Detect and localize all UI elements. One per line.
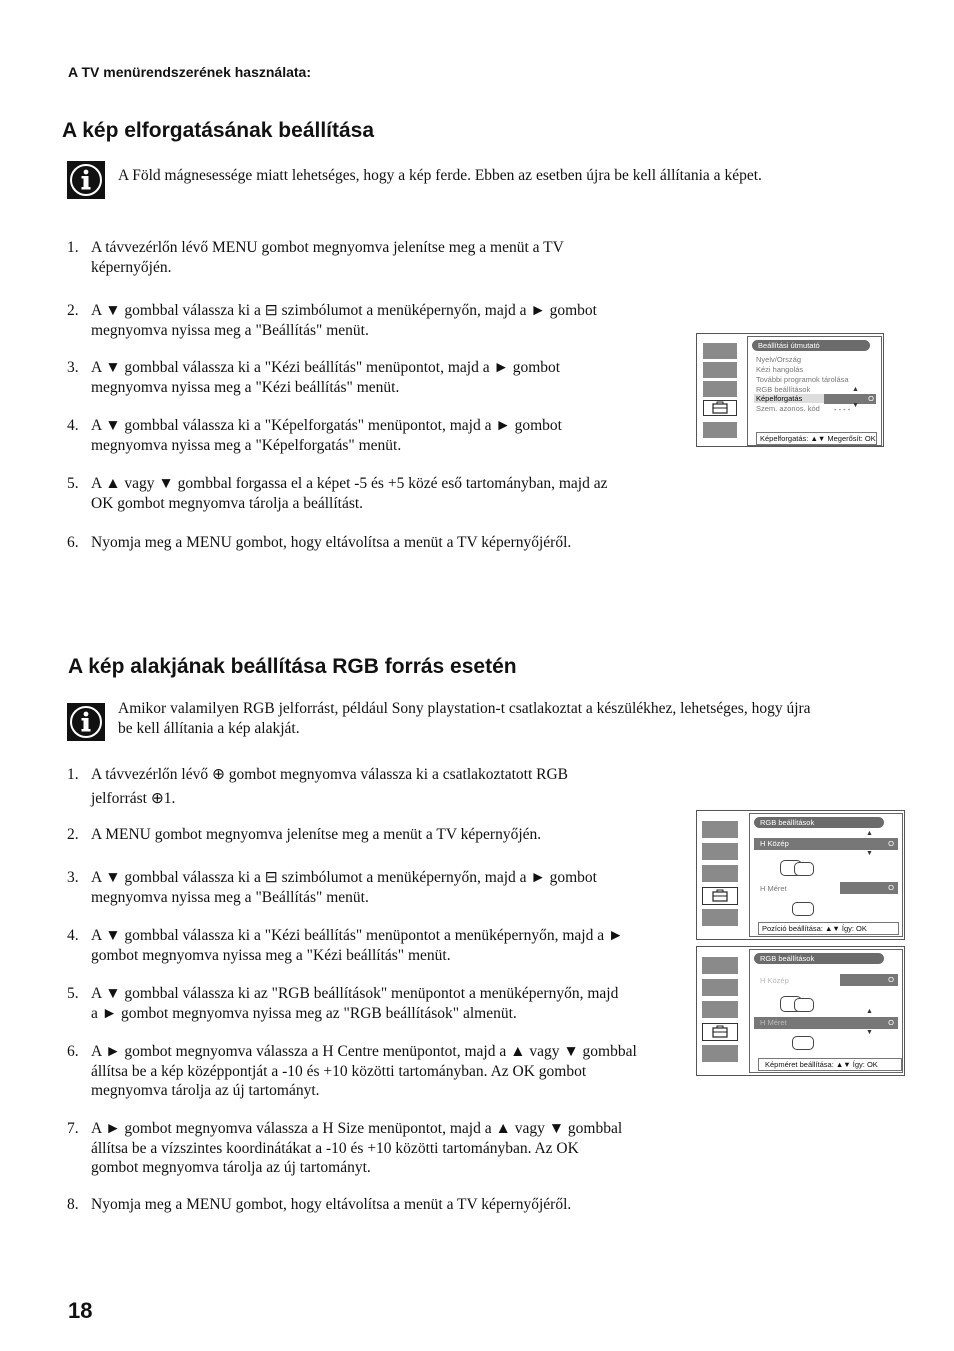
info-icon — [67, 703, 105, 741]
section2-info: Amikor valamilyen RGB jelforrást, például Sony playstation-t csatlakoztat a készülékhez, lehetséges, hogy újra be kell állítania a kép alakját. — [118, 700, 811, 737]
list-item: 4. A ▼ gombbal válassza ki a "Képelforgatás" menüpontot, majd a ► gombot megnyomva nyissa meg a "Képelforgatás" menüt. — [67, 417, 562, 454]
screen-footer: Pozíció beállítása: ▲▼ Így: OK — [758, 922, 899, 935]
teletext-menu-icon — [702, 909, 738, 926]
menu-screen-setup — [696, 333, 884, 447]
page-number: 18 — [68, 1298, 93, 1323]
menu-item-selected[interactable]: Képelforgatás O — [756, 394, 874, 403]
up-arrow-icon: ▲ — [866, 1008, 873, 1015]
sound-menu-icon — [703, 362, 737, 378]
list-item: 8. Nyomja meg a MENU gombot, hogy eltávolítsa a menüt a TV képernyőjéről. — [67, 1196, 572, 1213]
value-bar: O — [824, 394, 876, 404]
tv-shape-icon — [794, 998, 814, 1012]
value-bar: O — [840, 974, 898, 986]
section1-info: A Föld mágnesessége miatt lehetséges, hogy a kép ferde. Ebben az esetben újra be kell állítania a képet. — [118, 167, 762, 184]
picture-menu-icon — [702, 821, 738, 838]
setup-menu-icon — [703, 400, 737, 416]
menu-item[interactable]: Nyelv/Ország — [756, 355, 802, 364]
features-menu-icon — [702, 1001, 738, 1018]
tv-shape-icon — [794, 862, 814, 876]
menu-item[interactable]: Kézi hangolás — [756, 365, 804, 374]
menu-item[interactable]: H Közép — [760, 976, 789, 985]
code-placeholder: - - - - — [834, 405, 851, 414]
list-item: 5. A ▲ vagy ▼ gombbal forgassa el a képet -5 és +5 közé eső tartományban, majd az OK gombot megnyomva tárolja a beállítást. — [67, 475, 608, 512]
picture-menu-icon — [703, 343, 737, 359]
list-item: 3. A ▼ gombbal válassza ki a ⊟ szimbólumot a menüképernyőn, majd a ► gombot megnyomva nyissa meg a "Beállítás" menüt. — [67, 869, 597, 906]
tv-shape-icon — [792, 902, 814, 916]
list-item: 6. Nyomja meg a MENU gombot, hogy eltávolítsa a menüt a TV képernyőjéről. — [67, 534, 572, 551]
list-item: 1. A távvezérlőn lévő MENU gombot megnyomva jelenítse meg a menüt a TV képernyőjén. — [67, 239, 564, 276]
down-arrow-icon: ▼ — [866, 850, 873, 857]
list-item: 7. A ► gombot megnyomva válassza a H Size menüpontot, majd a ▲ vagy ▼ gombbal állítsa be a vízszintes koordinátákat a -10 és +10 közötti tartományban. Az OK gombot megnyomva tárolja az új tartományt. — [67, 1120, 623, 1176]
screen-title: RGB beállítások — [754, 953, 884, 964]
features-menu-icon — [703, 381, 737, 397]
menu-item-selected[interactable]: H Méret O — [754, 1017, 898, 1029]
menu-item[interactable]: További programok tárolása — [756, 375, 849, 384]
setup-menu-icon — [702, 1023, 738, 1041]
menu-screen-rgb-size — [696, 946, 905, 1076]
down-arrow-icon: ▼ — [866, 1029, 873, 1036]
value-bar: O — [840, 882, 898, 894]
menu-item[interactable]: H Méret — [760, 884, 787, 893]
tv-shape-icon — [792, 1036, 814, 1050]
list-item: 4. A ▼ gombbal válassza ki a "Kézi beállítás" menüpontot a menüképernyőn, majd a ► gombot megnyomva nyissa meg a "Kézi beállítás" menüt. — [67, 927, 624, 964]
list-item: 1. A távvezérlőn lévő ⊕ gombot megnyomva válassza ki a csatlakoztatott RGB jelforrást ⊕1. — [67, 766, 569, 807]
up-arrow-icon: ▲ — [866, 830, 873, 837]
menu-item[interactable]: RGB beállítások — [756, 385, 811, 394]
picture-menu-icon — [702, 957, 738, 974]
down-arrow-icon: ▼ — [852, 402, 859, 409]
screen-footer: Képméret beállítása: ▲▼ Így: OK — [758, 1058, 902, 1071]
menu-screen-rgb-position — [696, 810, 905, 940]
up-arrow-icon: ▲ — [852, 386, 859, 393]
section1-title: A kép elforgatásának beállítása — [62, 119, 375, 142]
features-menu-icon — [702, 865, 738, 882]
running-header: A TV menürendszerének használata: — [68, 64, 312, 80]
list-item: 2. A ▼ gombbal válassza ki a ⊟ szimbólumot a menüképernyőn, majd a ► gombot megnyomva nyissa meg a "Beállítás" menüt. — [67, 302, 597, 339]
menu-item-selected[interactable]: H Közép O — [754, 838, 898, 850]
section2-title: A kép alakjának beállítása RGB forrás esetén — [68, 655, 517, 678]
screen-title: Beállítási útmutató — [752, 340, 870, 351]
teletext-menu-icon — [702, 1045, 738, 1062]
setup-menu-icon — [702, 887, 738, 905]
list-item: 6. A ► gombot megnyomva válassza a H Centre menüpontot, majd a ▲ vagy ▼ gombbal állítsa be a kép középpontját a -10 és +10 közötti tartományban. Az OK gombot megnyomva tárolja az új tartományt. — [67, 1043, 637, 1099]
sound-menu-icon — [702, 843, 738, 860]
sound-menu-icon — [702, 979, 738, 996]
menu-item[interactable]: Szem. azonos. kód — [756, 404, 820, 413]
list-item: 3. A ▼ gombbal válassza ki a "Kézi beállítás" menüpontot, majd a ► gombot megnyomva nyissa meg a "Kézi beállítás" menüt. — [67, 359, 561, 396]
list-item: 5. A ▼ gombbal válassza ki az "RGB beállítások" menüpontot a menüképernyőn, majd a ► gombot megnyomva nyissa meg az "RGB beállítások" almenüt. — [67, 985, 619, 1022]
list-item: 2. A MENU gombot megnyomva jelenítse meg a menüt a TV képernyőjén. — [67, 826, 542, 843]
screen-title: RGB beállítások — [754, 817, 884, 828]
teletext-menu-icon — [703, 422, 737, 438]
info-icon — [67, 161, 105, 199]
screen-footer: Képelforgatás: ▲▼ Megerősít: OK — [756, 432, 877, 445]
